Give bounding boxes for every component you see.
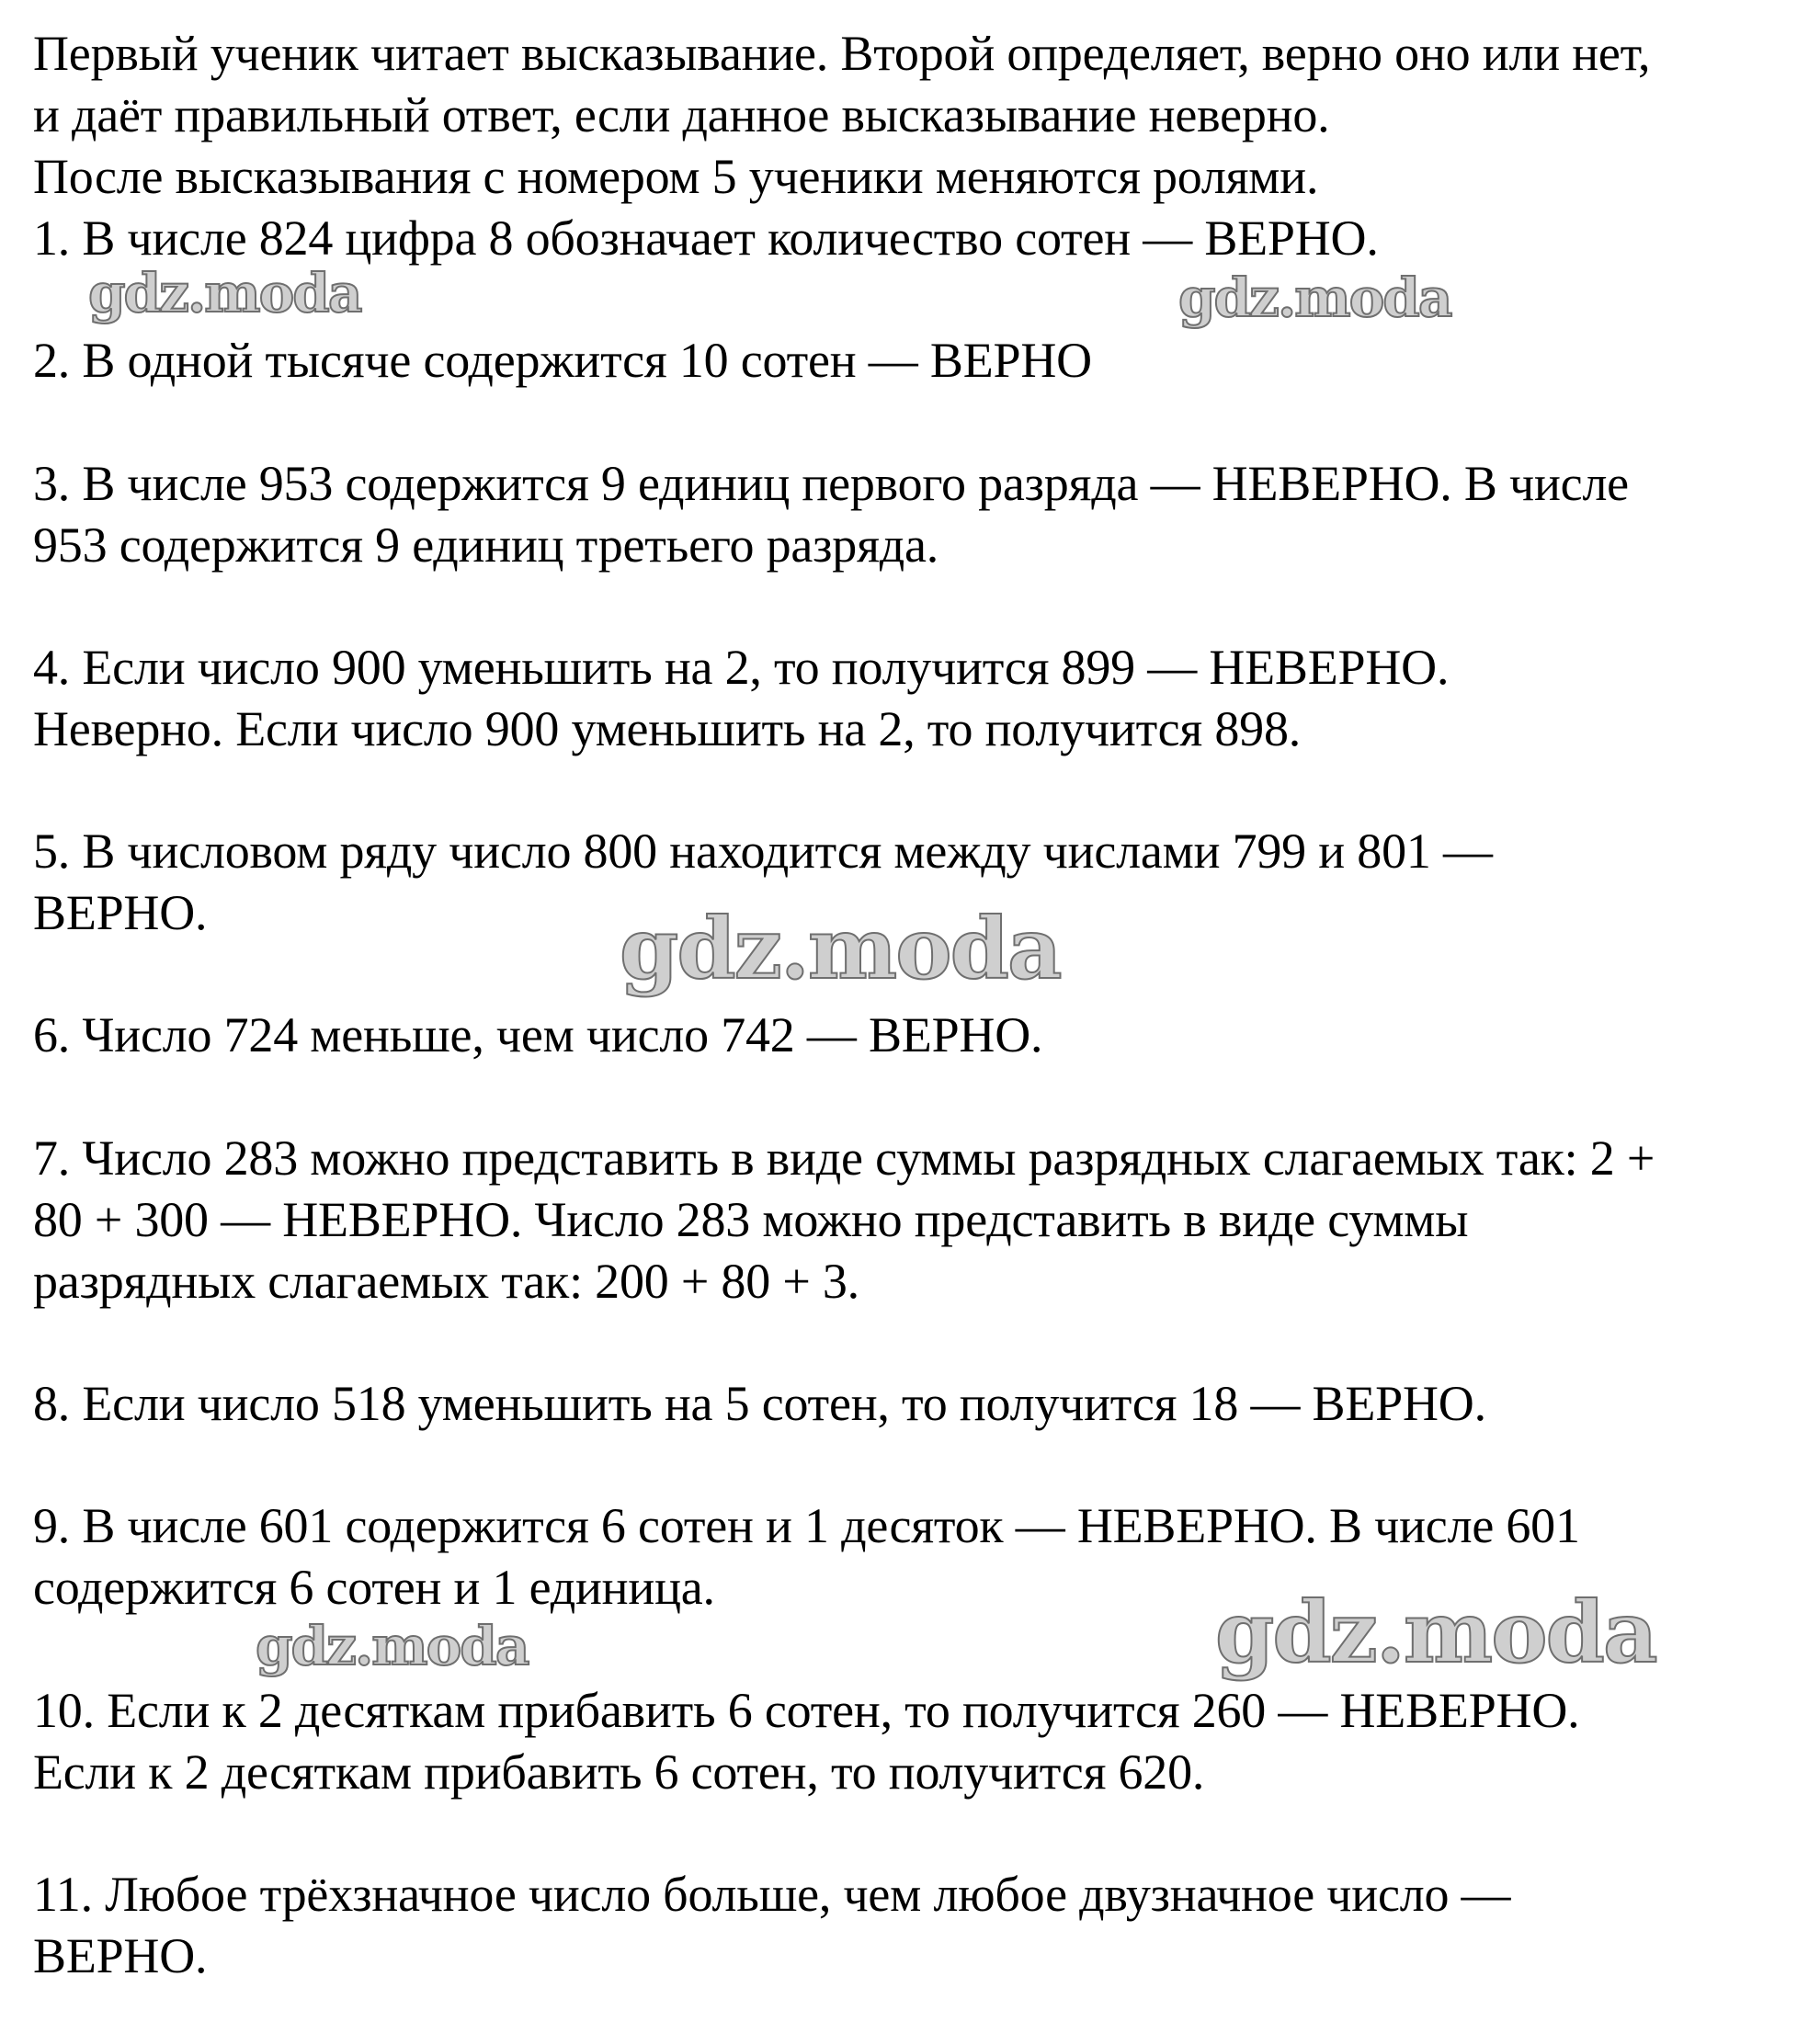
item-11-line-1: 11. Любое трёхзначное число больше, чем любое двузначное число — (33, 1867, 1511, 1922)
item-4-line-2: Неверно. Если число 900 уменьшить на 2, то получится 898. (33, 701, 1302, 756)
item-6-line-1: 6. Число 724 меньше, чем число 742 — ВЕРНО. (33, 1007, 1043, 1062)
item-10-line-2: Если к 2 десяткам прибавить 6 сотен, то получится 620. (33, 1744, 1205, 1800)
intro-line-1: Первый ученик читает высказывание. Второй определяет, верно оно или нет, (33, 26, 1651, 81)
item-5-line-2: ВЕРНО. (33, 885, 208, 940)
watermark: gdz.moda (1215, 1583, 1656, 1682)
item-4-line-1: 4. Если число 900 уменьшить на 2, то получится 899 — НЕВЕРНО. (33, 640, 1450, 695)
item-7-line-1: 7. Число 283 можно представить в виде суммы разрядных слагаемых так: 2 + (33, 1130, 1655, 1186)
watermark: gdz.moda (256, 1615, 529, 1677)
item-7-line-3: разрядных слагаемых так: 200 + 80 + 3. (33, 1254, 859, 1309)
watermark: gdz.moda (620, 899, 1061, 998)
item-7-line-2: 80 + 300 — НЕВЕРНО. Число 283 можно представить в виде суммы (33, 1192, 1469, 1247)
item-1-line-1: 1. В числе 824 цифра 8 обозначает количество сотен — ВЕРНО. (33, 210, 1379, 266)
intro-line-3: После высказывания с номером 5 ученики меняются ролями. (33, 149, 1319, 204)
watermark: gdz.moda (1178, 267, 1451, 329)
item-3-line-1: 3. В числе 953 содержится 9 единиц первого разряда — НЕВЕРНО. В числе (33, 456, 1629, 511)
item-3-line-2: 953 содержится 9 единиц третьего разряда. (33, 517, 939, 573)
watermark: gdz.moda (88, 262, 361, 324)
item-5-line-1: 5. В числовом ряду число 800 находится между числами 799 и 801 — (33, 824, 1493, 879)
item-9-line-2: содержится 6 сотен и 1 единица. (33, 1560, 715, 1615)
item-9-line-1: 9. В числе 601 содержится 6 сотен и 1 десяток — НЕВЕРНО. В числе 601 (33, 1498, 1580, 1553)
intro-line-2: и даёт правильный ответ, если данное высказывание неверно. (33, 87, 1330, 142)
item-8-line-1: 8. Если число 518 уменьшить на 5 сотен, то получится 18 — ВЕРНО. (33, 1376, 1486, 1431)
item-11-line-2: ВЕРНО. (33, 1928, 208, 1983)
item-10-line-1: 10. Если к 2 десяткам прибавить 6 сотен, то получится 260 — НЕВЕРНО. (33, 1683, 1580, 1738)
item-2-line-1: 2. В одной тысяче содержится 10 сотен — ВЕРНО (33, 333, 1092, 388)
